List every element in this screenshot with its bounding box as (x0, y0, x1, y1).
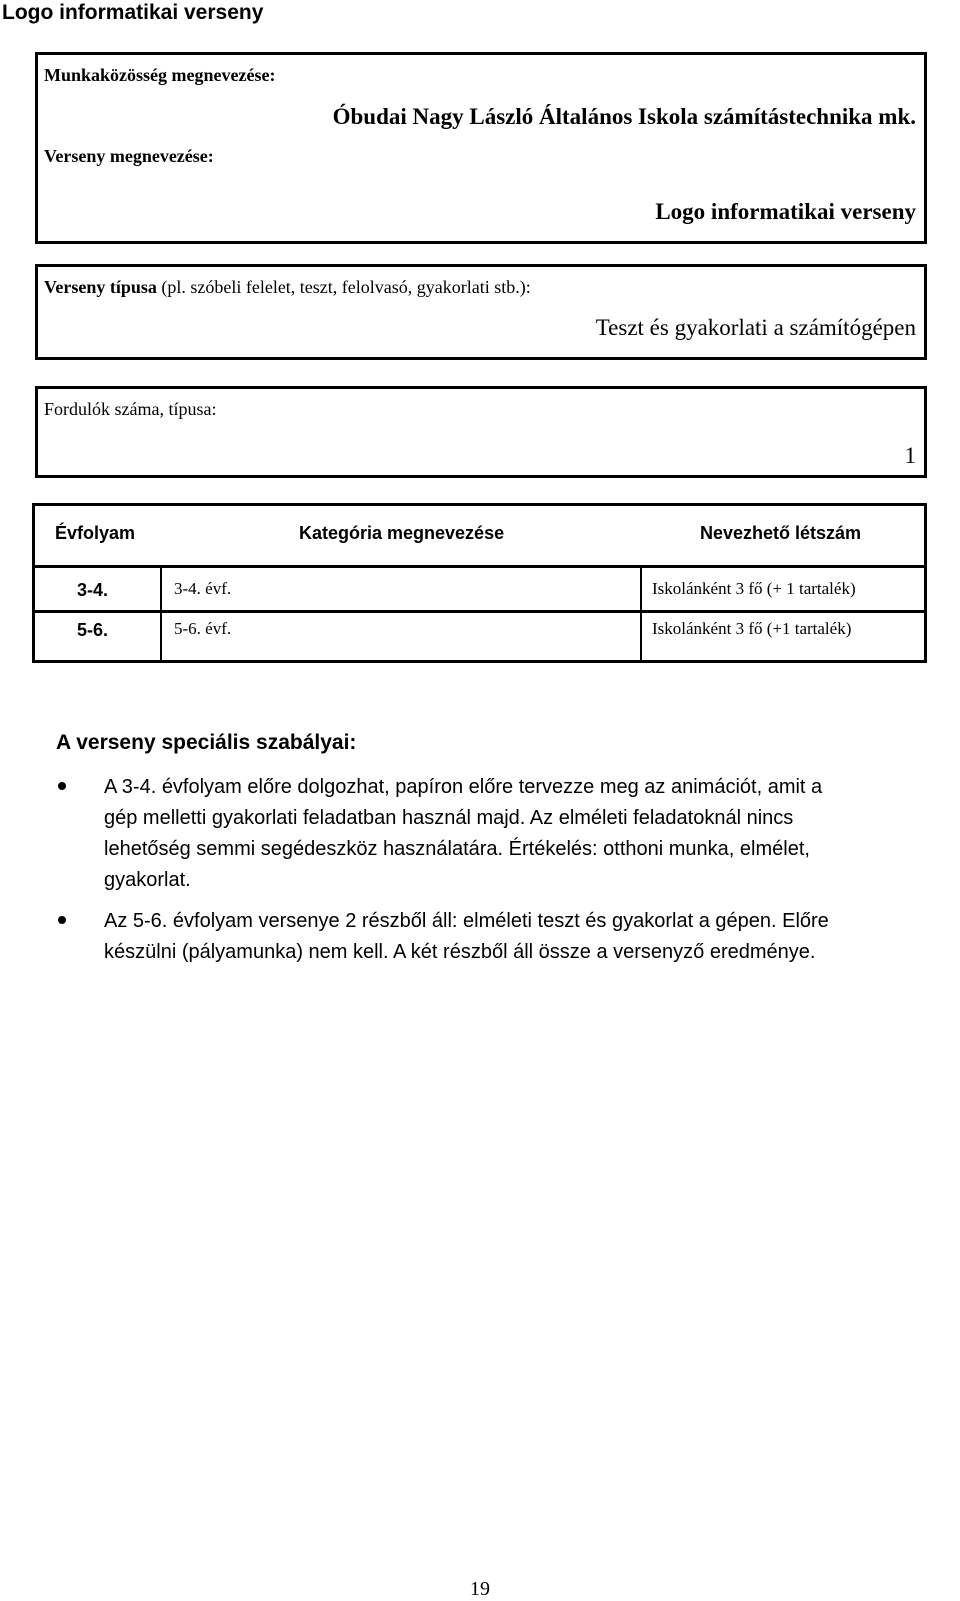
category-table-header-divider (32, 565, 927, 568)
rules-heading: A verseny speciális szabályai: (56, 731, 357, 754)
rule-1-line-2: gép melletti gyakorlati feladatban használ majd. Az elméleti feladatoknál nincs (104, 807, 794, 829)
page-number: 19 (470, 1578, 490, 1600)
rule-2-line-2: készülni (pályamunka) nem kell. A két részből áll össze a versenyző eredménye. (104, 941, 816, 963)
rule-2-line-1: Az 5-6. évfolyam versenye 2 részből áll: elméleti teszt és gyakorlat a gépen. Előre (104, 910, 829, 932)
rule-2-text (104, 906, 954, 968)
category-table-col-divider-2 (640, 568, 642, 660)
rounds-value: 1 (904, 443, 916, 468)
rule-2-bullet-icon (58, 916, 66, 924)
category-table (32, 503, 927, 663)
category-row-2-grade: 5-6. (77, 620, 109, 640)
category-row-2-count: Iskolánként 3 fő (+1 tartalék) (652, 619, 852, 638)
competition-type-value: Teszt és gyakorlati a számítógépen (595, 315, 916, 340)
category-table-col-divider-1 (160, 568, 162, 660)
rule-1-text (104, 772, 954, 896)
category-row-1-name: 3-4. évf. (174, 579, 232, 598)
rule-1-bullet-icon (58, 782, 66, 790)
rule-1-line-3: lehetőség semmi segédeszköz használatára. Értékelés: otthoni munka, elmélet, (104, 838, 810, 860)
category-row-1-count: Iskolánként 3 fő (+ 1 tartalék) (652, 579, 856, 598)
competition-type-label-main: Verseny típusa (44, 277, 162, 297)
rule-1-line-4: gyakorlat. (104, 869, 191, 891)
column-header-category: Kategória megnevezése (299, 523, 505, 543)
competition-type-label-hint: (pl. szóbeli felelet, teszt, felolvasó, gyakorlati stb.): (161, 277, 531, 297)
category-row-2-name: 5-6. évf. (174, 619, 232, 638)
category-table-row-divider (32, 610, 927, 613)
competition-type-label (44, 276, 531, 298)
rule-1-line-1: A 3-4. évfolyam előre dolgozhat, papíron előre tervezze meg az animációt, amit a (104, 776, 823, 798)
document-title: Logo informatikai verseny (2, 1, 264, 24)
rounds-label: Fordulók száma, típusa: (44, 399, 217, 419)
category-row-1-grade: 3-4. (77, 580, 109, 600)
competition-label: Verseny megnevezése: (44, 146, 214, 166)
workgroup-value: Óbudai Nagy László Általános Iskola számítástechnika mk. (332, 104, 916, 129)
workgroup-label: Munkaközösség megnevezése: (44, 65, 276, 85)
column-header-count: Nevezhető létszám (700, 523, 862, 543)
column-header-grade: Évfolyam (55, 523, 136, 543)
competition-value: Logo informatikai verseny (655, 199, 916, 224)
